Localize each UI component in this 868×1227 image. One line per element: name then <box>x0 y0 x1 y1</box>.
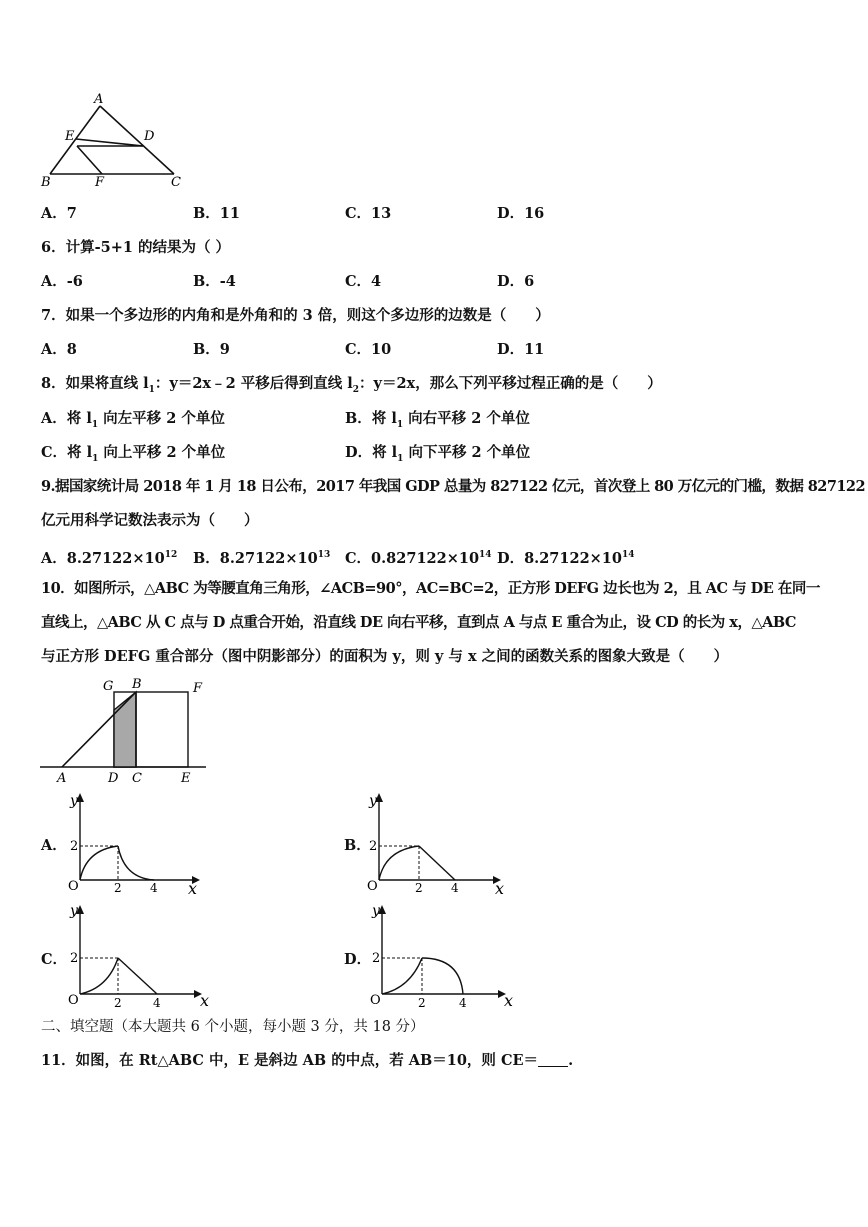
option-letter: D． <box>497 341 525 358</box>
x-tick-label: 4 <box>150 881 158 894</box>
y-tick-label: 2 <box>70 839 79 854</box>
q6-stem: 6．计算-5+1 的结果为（ ） <box>41 239 231 256</box>
y-axis-label: y <box>369 793 377 809</box>
q5-option-a[interactable] <box>41 204 77 224</box>
option-exponent: 14 <box>479 550 492 560</box>
q7-option-b[interactable] <box>193 340 230 360</box>
option-text: 0.827122×10 <box>371 549 480 567</box>
option-letter: D． <box>497 273 525 290</box>
q8-option-d[interactable] <box>345 443 530 469</box>
q8-option-c[interactable] <box>41 443 225 469</box>
x-tick-label: 4 <box>153 996 161 1010</box>
option-text: 将 l <box>67 444 93 461</box>
q10-label-e: E <box>181 771 191 786</box>
option-letter: A． <box>41 273 67 290</box>
x-axis-label: x <box>188 879 198 894</box>
option-text: 7 <box>66 205 77 222</box>
q11-stem-end: . <box>568 1052 574 1069</box>
option-text: 将 l <box>372 444 398 461</box>
x-axis-label: x <box>504 991 514 1010</box>
option-text: 向左平移 2 个单位 <box>98 410 225 427</box>
option-subscript: 1 <box>92 453 99 464</box>
origin-label: O <box>370 993 381 1008</box>
q10-graph-a-letter[interactable]: A． <box>41 837 67 854</box>
origin-label: O <box>68 993 79 1008</box>
q8-subscript: 2 <box>352 384 360 395</box>
option-text: -4 <box>219 273 236 290</box>
q8-option-a[interactable] <box>41 409 225 435</box>
q10-graph-b-letter[interactable]: B． <box>344 837 371 854</box>
q7-option-d[interactable] <box>497 340 544 360</box>
option-letter: C． <box>345 273 372 290</box>
option-letter: C． <box>41 444 68 461</box>
option-text: 10 <box>371 341 392 358</box>
q9-option-d[interactable] <box>497 545 635 569</box>
q5-label-d: D <box>144 129 155 144</box>
option-letter: B． <box>193 205 220 222</box>
x-tick-label: 2 <box>415 881 423 894</box>
option-letter: B． <box>345 410 372 427</box>
q10-label-b: B <box>132 677 142 692</box>
option-letter: D． <box>345 444 373 461</box>
y-axis-label: y <box>372 903 380 919</box>
origin-label: O <box>68 879 79 894</box>
option-exponent: 14 <box>622 550 635 560</box>
q8-stem-part: ：y＝2x，那么下列平移过程正确的是（ ） <box>359 375 662 392</box>
q8-option-b[interactable] <box>345 409 530 435</box>
option-text: 13 <box>371 205 392 222</box>
q7-option-a[interactable] <box>41 340 77 360</box>
option-letter: B． <box>193 273 220 290</box>
option-letter: D． <box>497 549 525 567</box>
q6-option-d[interactable] <box>497 272 534 292</box>
option-text: 向右平移 2 个单位 <box>403 410 530 427</box>
option-text: 8 <box>66 341 77 358</box>
option-letter: C． <box>345 549 372 567</box>
q5-label-b: B <box>41 175 51 188</box>
y-tick-label: 2 <box>372 951 381 966</box>
option-text: 将 l <box>66 410 92 427</box>
q8-subscript: 1 <box>148 384 155 395</box>
q5-option-c[interactable] <box>345 204 391 224</box>
q10-label-d: D <box>108 771 119 786</box>
option-text: 11 <box>524 341 545 358</box>
q7-stem: 7．如果一个多边形的内角和是外角和的 3 倍，则这个多边形的边数是（ ） <box>41 307 550 324</box>
option-text: -6 <box>66 273 83 290</box>
q9-stem-line1: 9.据国家统计局 2018 年 1 月 18 日公布，2017 年我国 GDP 总量为 827122 亿元，首次登上 80 万亿元的门槛，数据 827122 <box>41 478 865 495</box>
q10-graph-a[interactable] <box>64 790 204 894</box>
option-subscript: 1 <box>397 453 404 464</box>
q5-label-f: F <box>95 175 105 188</box>
option-text: 向下平移 2 个单位 <box>403 444 531 461</box>
x-tick-label: 2 <box>114 996 122 1010</box>
option-letter: B． <box>193 341 220 358</box>
q9-option-a[interactable] <box>41 545 177 569</box>
option-letter: A． <box>41 549 67 567</box>
q9-stem-line2: 亿元用科学记数法表示为（ ） <box>41 512 259 529</box>
y-axis-label: y <box>70 793 78 809</box>
option-exponent: 12 <box>164 550 178 560</box>
q10-stem-line3: 与正方形 DEFG 重合部分（图中阴影部分）的面积为 y，则 y 与 x 之间的函数关系的图象大致是（ ） <box>41 648 729 665</box>
q8-stem <box>41 374 662 400</box>
q10-stem-line2: 直线上，△ABC 从 C 点与 D 点重合开始，沿直线 DE 向右平移，直到点 A 与点 E 重合为止，设 CD 的长为 x，△ABC <box>41 614 796 631</box>
q11-stem <box>41 1051 573 1071</box>
option-subscript: 1 <box>91 419 99 430</box>
q8-stem-part: ：y＝2x﹣2 平移后得到直线 l <box>154 375 353 392</box>
q5-triangle-figure <box>38 92 188 188</box>
q6-option-b[interactable] <box>193 272 236 292</box>
x-axis-label: x <box>495 879 505 894</box>
q6-option-c[interactable] <box>345 272 381 292</box>
option-text: 9 <box>219 341 230 358</box>
option-text: 4 <box>371 273 382 290</box>
option-letter: B． <box>193 549 220 567</box>
option-text: 将 l <box>371 410 397 427</box>
q11-answer-blank[interactable] <box>538 1052 568 1067</box>
q10-graph-c[interactable] <box>64 900 216 1012</box>
y-axis-label: y <box>70 903 78 919</box>
q9-option-b[interactable] <box>193 545 330 569</box>
q10-graph-c-letter[interactable]: C． <box>41 951 68 968</box>
q10-label-c: C <box>132 771 142 786</box>
option-letter: A． <box>41 410 67 427</box>
q10-label-f: F <box>193 681 203 696</box>
y-tick-label: 2 <box>369 839 378 854</box>
option-text: 向上平移 2 个单位 <box>98 444 226 461</box>
q10-graph-d[interactable] <box>366 900 522 1012</box>
option-text: 8.27122×10 <box>66 549 165 567</box>
option-text: 16 <box>524 205 545 222</box>
option-text: 8.27122×10 <box>219 549 318 567</box>
q6-option-a[interactable] <box>41 272 83 292</box>
q5-label-e: E <box>65 129 75 144</box>
x-tick-label: 4 <box>459 996 467 1010</box>
q9-option-c[interactable] <box>345 545 492 569</box>
option-letter: A． <box>41 341 67 358</box>
x-tick-label: 2 <box>114 881 122 894</box>
x-tick-label: 4 <box>451 881 459 894</box>
q5-option-d[interactable] <box>497 204 544 224</box>
option-letter: A． <box>41 205 67 222</box>
y-tick-label: 2 <box>70 951 79 966</box>
q7-option-c[interactable] <box>345 340 391 360</box>
q11-stem-text: 11．如图，在 Rt△ABC 中，E 是斜边 AB 的中点，若 AB＝10，则 CE＝ <box>41 1052 539 1069</box>
option-text: 8.27122×10 <box>524 549 622 567</box>
q10-translation-figure <box>40 676 210 788</box>
q10-label-g: G <box>103 679 114 694</box>
option-letter: C． <box>345 341 372 358</box>
section-2-heading: 二、填空题（本大题共 6 个小题，每小题 3 分，共 18 分） <box>41 1019 425 1035</box>
option-exponent: 13 <box>317 550 331 560</box>
origin-label: O <box>367 879 378 894</box>
option-letter: D． <box>497 205 525 222</box>
q10-graph-b[interactable] <box>365 790 515 894</box>
q8-stem-part: 8．如果将直线 l <box>41 375 149 392</box>
q5-label-a: A <box>94 92 104 107</box>
q10-graph-d-letter[interactable]: D． <box>344 951 372 968</box>
option-letter: C． <box>345 205 372 222</box>
option-text: 11 <box>219 205 240 222</box>
q10-label-a: A <box>57 771 67 786</box>
q5-label-c: C <box>171 175 181 188</box>
x-axis-label: x <box>200 991 210 1010</box>
q5-option-b[interactable] <box>193 204 240 224</box>
option-subscript: 1 <box>396 419 404 430</box>
x-tick-label: 2 <box>418 996 426 1010</box>
q10-stem-line1: 10．如图所示，△ABC 为等腰直角三角形，∠ACB=90°，AC=BC=2，正方形 DEFG 边长也为 2，且 AC 与 DE 在同一 <box>41 580 820 597</box>
option-text: 6 <box>524 273 535 290</box>
